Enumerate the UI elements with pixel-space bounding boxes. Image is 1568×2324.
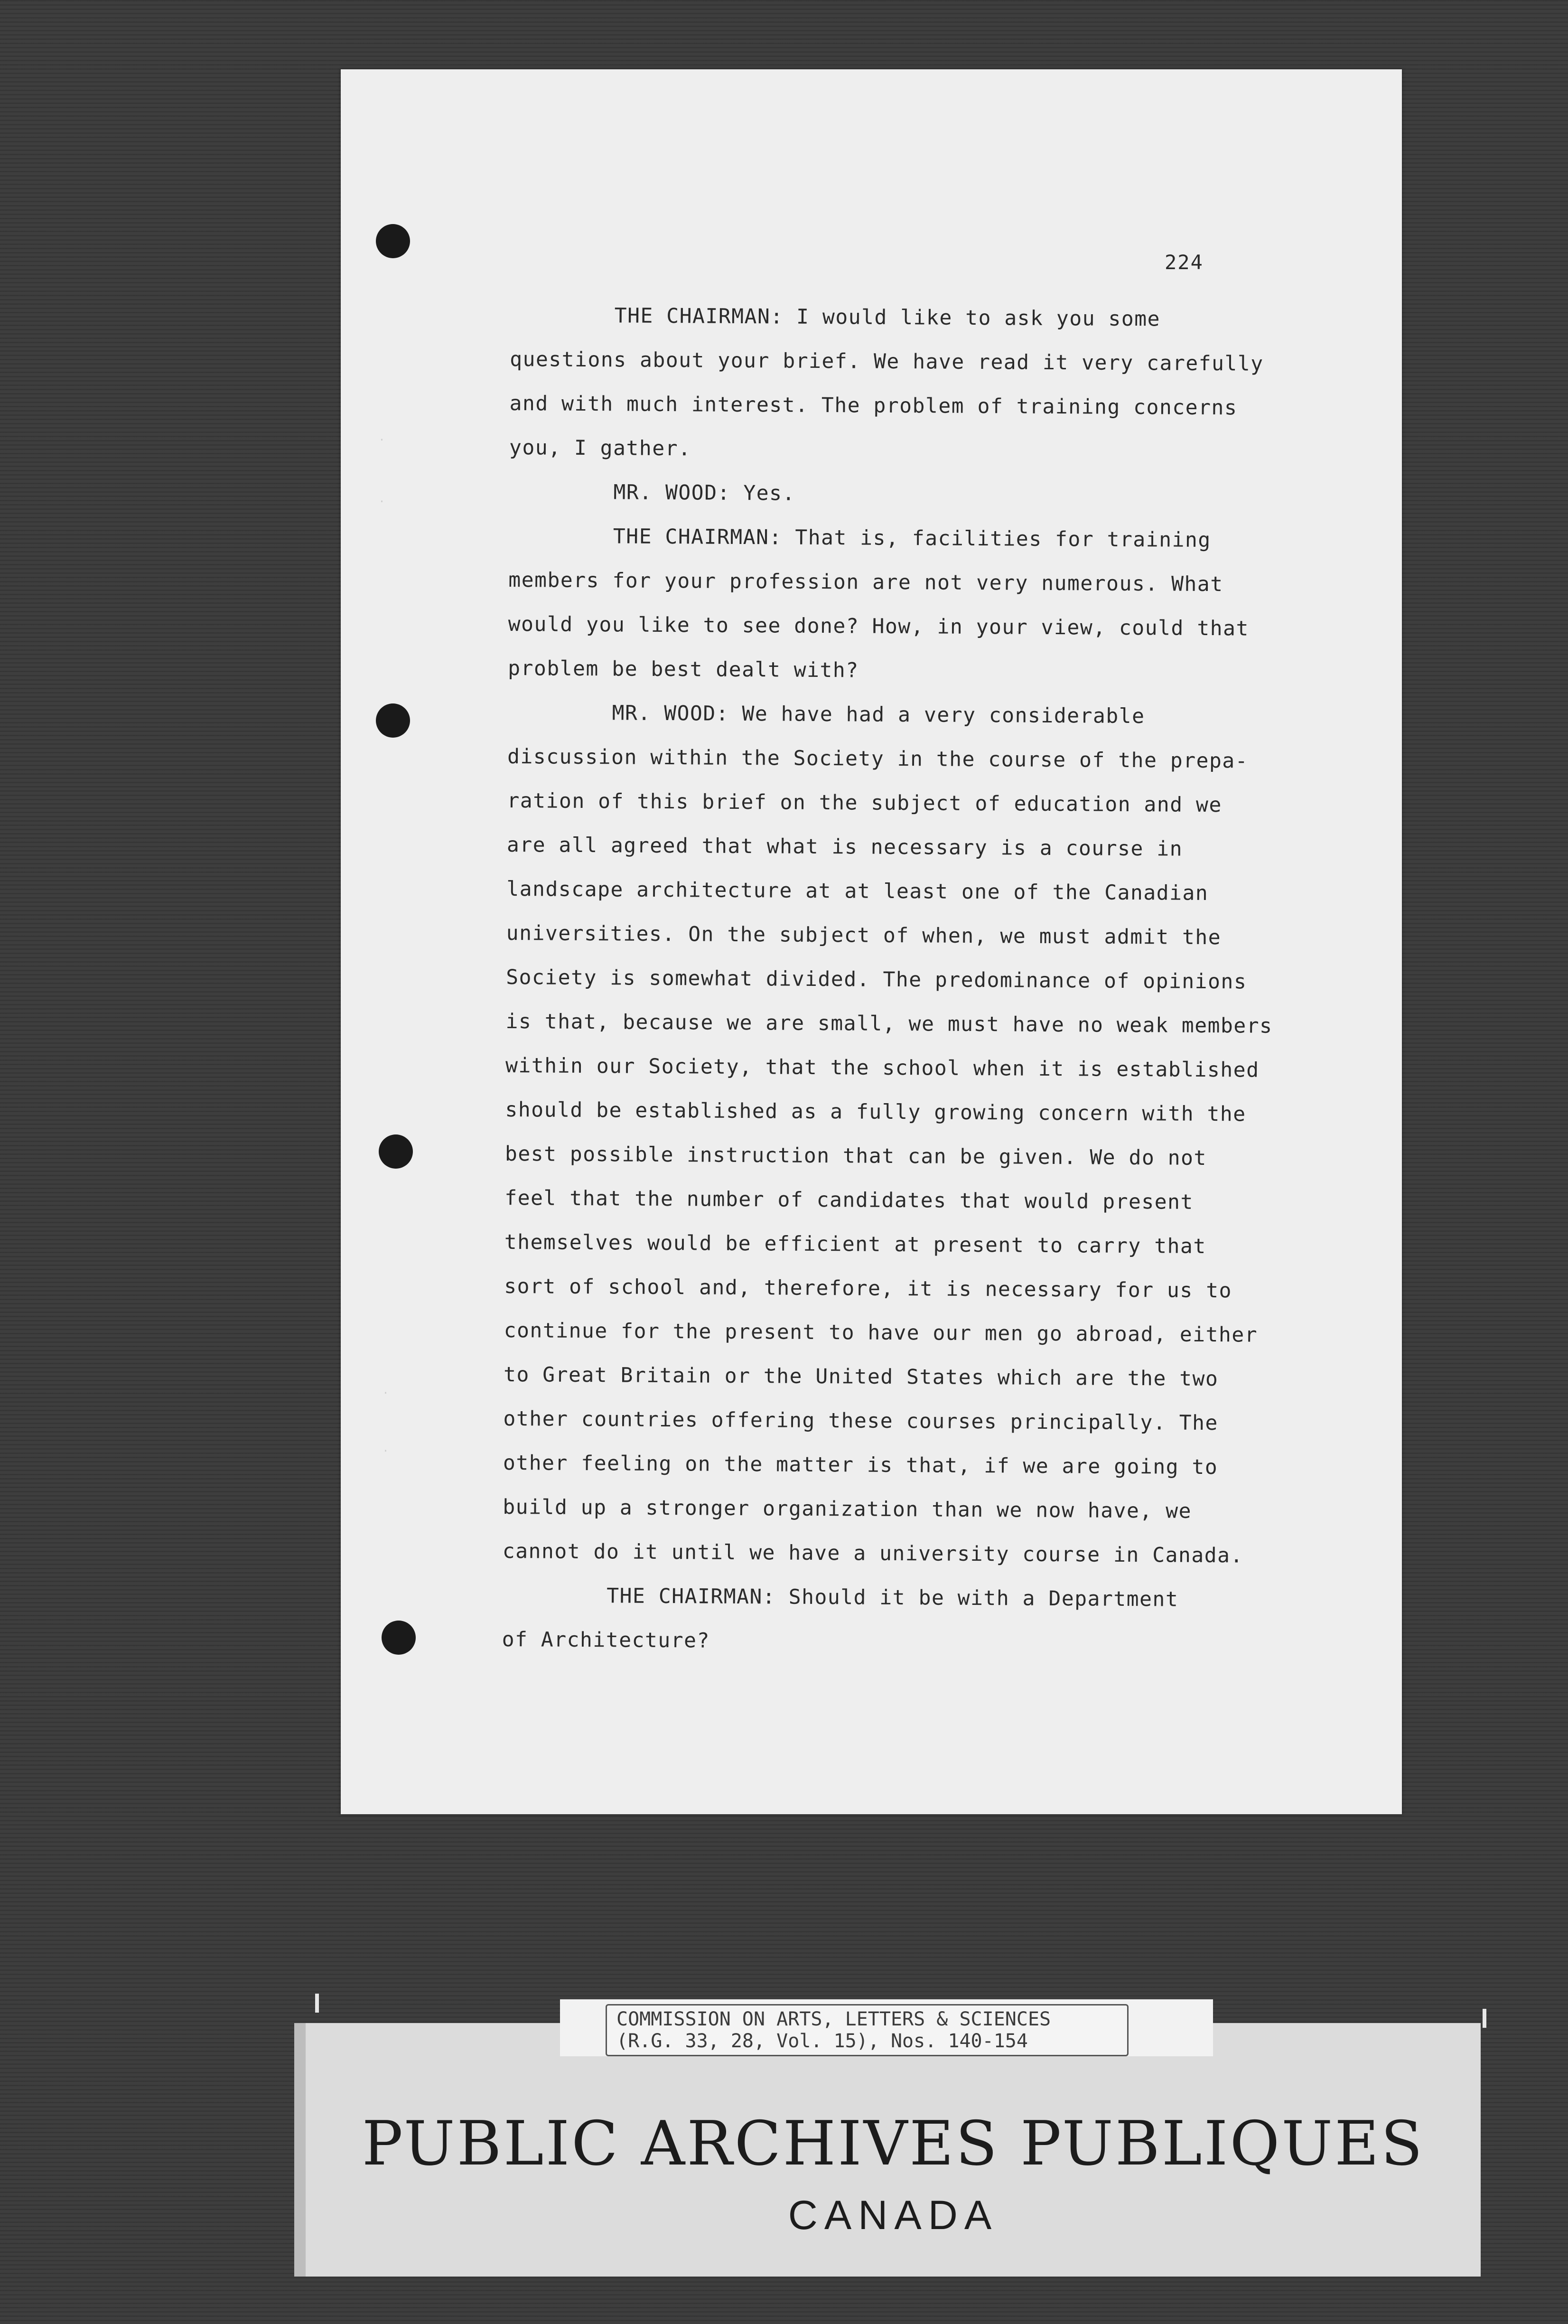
text-line: MR. WOOD: We have had a very considerable <box>612 701 1145 729</box>
text-line: discussion within the Society in the course of the prepa- <box>507 744 1249 773</box>
paragraph-chairman-1 <box>509 293 1307 475</box>
text-line: Society is somewhat divided. The predominance of opinions <box>506 965 1247 994</box>
text-line: within our Society, that the school when it is established <box>505 1053 1260 1082</box>
text-line: best possible instruction that can be given. We do not <box>504 1142 1207 1171</box>
binder-hole-4 <box>382 1621 416 1655</box>
text-line: other feeling on the matter is that, if we are going to <box>503 1451 1218 1480</box>
text-line: feel that the number of candidates that would present <box>504 1186 1194 1214</box>
text-line: build up a stronger organization than we now have, we <box>503 1495 1192 1523</box>
collection-label-line1: COMMISSION ON ARTS, LETTERS & SCIENCES <box>616 2008 1051 2030</box>
paragraph-wood-1 <box>509 470 1307 519</box>
text-line: is that, because we are small, we must have no weak members <box>505 1009 1273 1038</box>
text-line: problem be best dealt with? <box>508 656 859 683</box>
text-line: would you like to see done? How, in your view, could that <box>508 612 1250 641</box>
card-pin <box>1483 2009 1486 2028</box>
card-edge <box>294 2023 306 2277</box>
margin-speck: · <box>380 494 384 509</box>
binder-hole-1 <box>376 224 410 258</box>
text-line: you, I gather. <box>509 435 691 461</box>
text-line: MR. WOOD: Yes. <box>613 480 796 506</box>
binder-hole-3 <box>379 1134 413 1169</box>
text-line: ration of this brief on the subject of education and we <box>507 788 1222 817</box>
text-line: of Architecture? <box>502 1627 710 1653</box>
text-line: cannot do it until we have a university course in Canada. <box>502 1539 1244 1568</box>
text-line: questions about your brief. We have read it very carefully <box>509 347 1264 376</box>
paragraph-chairman-3 <box>502 1574 1299 1667</box>
text-line: and with much interest. The problem of training concerns <box>509 391 1238 420</box>
text-line: should be established as a fully growing concern with the <box>505 1097 1246 1126</box>
text-line: to Great Britain or the United States which are the two <box>503 1362 1219 1391</box>
text-line: themselves would be efficient at present to carry that <box>504 1230 1206 1258</box>
binder-hole-2 <box>376 703 410 738</box>
margin-speck: · <box>380 432 384 448</box>
transcript-body <box>502 293 1307 1667</box>
text-line: other countries offering these courses principally. The <box>503 1406 1219 1435</box>
paragraph-wood-2 <box>503 691 1305 1578</box>
text-line: sort of school and, therefore, it is necessary for us to <box>504 1274 1232 1303</box>
text-line: universities. On the subject of when, we must admit the <box>506 921 1222 950</box>
margin-speck: · <box>383 1443 388 1459</box>
archives-stamp-country: CANADA <box>788 2193 999 2238</box>
text-line: are all agreed that what is necessary is a course in <box>506 833 1183 861</box>
collection-label-line2: (R.G. 33, 28, Vol. 15), Nos. 140-154 <box>616 2030 1028 2052</box>
archives-stamp-title: PUBLIC ARCHIVES PUBLIQUES <box>362 2108 1425 2179</box>
paragraph-chairman-2 <box>508 514 1306 695</box>
text-line: members for your profession are not very numerous. What <box>508 568 1223 597</box>
text-line: THE CHAIRMAN: Should it be with a Department <box>607 1584 1179 1612</box>
collection-label <box>606 2004 1129 2056</box>
margin-speck: · <box>383 1385 388 1401</box>
page-number: 224 <box>1165 251 1204 274</box>
text-line: landscape architecture at at least one of the Canadian <box>506 877 1209 906</box>
card-pin <box>315 1994 319 2013</box>
text-line: THE CHAIRMAN: That is, facilities for training <box>613 525 1211 553</box>
text-line: THE CHAIRMAN: I would like to ask you some <box>614 304 1161 331</box>
text-line: continue for the present to have our men go abroad, either <box>504 1318 1258 1347</box>
